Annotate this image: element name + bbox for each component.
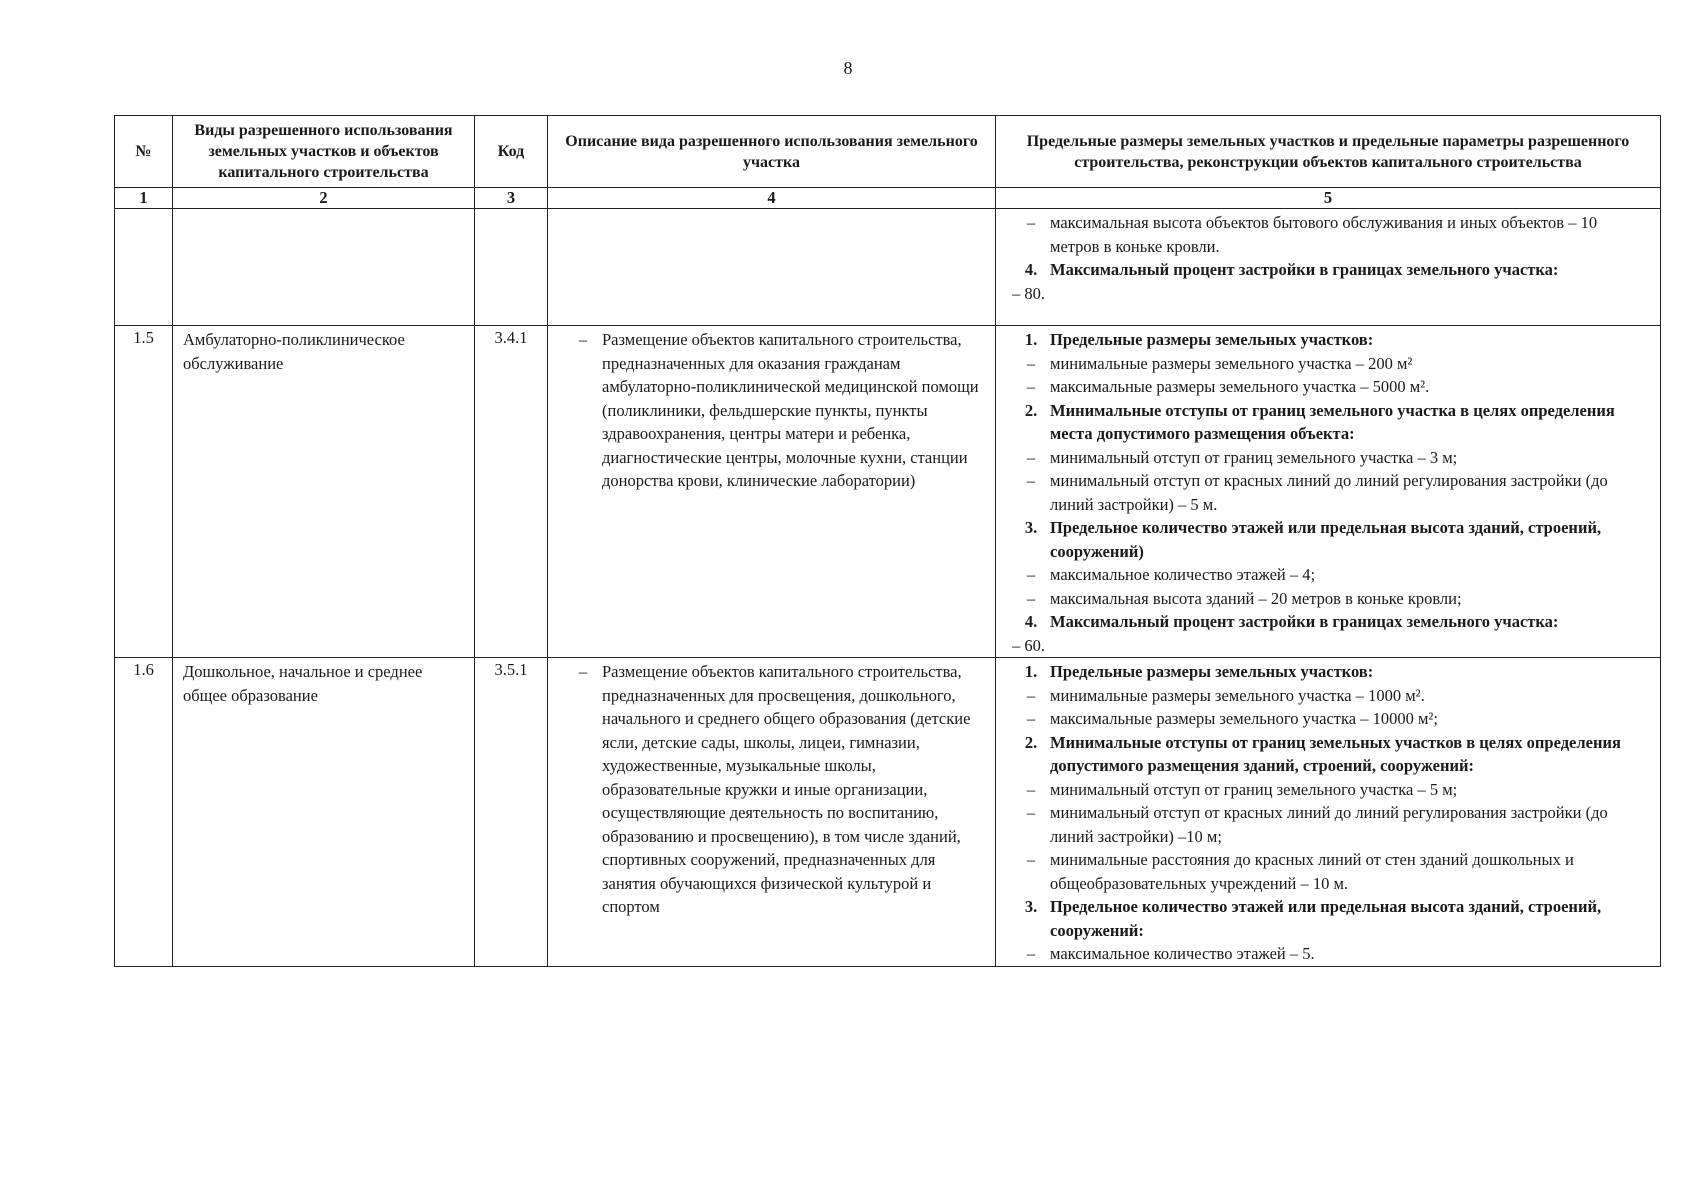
parameter-text: Предельное количество этажей или предельная высота зданий, строений, сооружений) [1050,518,1602,561]
parameter-heading [1012,328,1648,352]
header-number: № [115,116,173,188]
table-row [115,326,1661,658]
header-description: Описание вида разрешенного использования земельного участка [548,116,996,188]
parameter-text: – 60. [1012,635,1045,655]
parameter-marker: – [1026,377,1036,396]
parameter-item [1012,801,1648,848]
parameter-text: Предельные размеры земельных участков: [1050,330,1374,349]
parameter-text: Минимальные отступы от границ земельных участков в целях определения допустимого размещения зданий, строений, сооружений: [1050,732,1621,775]
table-row [115,209,1661,326]
parameter-marker: – [1026,353,1036,373]
parameter-text: минимальный отступ от красных линий до линий регулирования застройки (до линий застройки) –10 м; [1050,803,1608,846]
parameter-text: Максимальный процент застройки в границах земельного участка: [1050,612,1559,631]
parameter-item [1012,942,1648,966]
parameter-marker: – [1026,779,1036,799]
row-number [115,209,173,326]
row-parameters [996,326,1661,658]
parameter-text: минимальные размеры земельного участка – 200 м² [1050,353,1413,373]
parameter-item [1012,587,1648,611]
header-use-type: Виды разрешенного использования земельных участков и объектов капитального строительства [173,116,475,188]
parameter-marker: 1. [1024,662,1038,681]
parameter-marker: 2. [1024,400,1038,420]
parameter-heading [1012,660,1648,684]
row-use-type: Амбулаторно-поликлиническое обслуживание [173,326,475,658]
page-number: 8 [843,58,853,78]
parameter-heading [1012,516,1648,563]
parameter-text: минимальные размеры земельного участка – 1000 м². [1050,685,1425,705]
parameter-heading [1012,610,1648,634]
parameter-item [1012,282,1648,306]
parameter-text: максимальные размеры земельного участка – 10000 м²; [1050,709,1438,728]
parameter-text: – 80. [1012,283,1045,303]
row-use-type: Дошкольное, начальное и среднее общее образование [173,658,475,967]
parameter-heading [1012,258,1648,282]
parameter-marker: – [1026,565,1036,584]
dash-marker: – [578,662,588,681]
column-number: 1 [115,188,173,209]
column-number: 3 [475,188,548,209]
parameter-item [1012,848,1648,895]
dash-marker: – [578,330,588,349]
parameter-text: максимальная высота зданий – 20 метров в коньке кровли; [1050,588,1462,608]
row-use-type [173,209,475,326]
row-description [548,326,996,658]
column-number: 5 [996,188,1661,209]
parameter-text: максимальные размеры земельного участка – 5000 м². [1050,377,1430,396]
parameter-heading [1012,399,1648,446]
parameter-text: Предельное количество этажей или предельная высота зданий, строений, сооружений: [1050,897,1602,940]
parameter-text: максимальное количество этажей – 5. [1050,944,1315,963]
header-row [115,116,1661,188]
parameter-marker: 4. [1024,260,1038,279]
column-number: 2 [173,188,475,209]
parameter-marker: – [1026,685,1036,705]
parameter-marker: – [1026,213,1036,232]
parameter-text: минимальный отступ от красных линий до линий регулирования застройки (до линий застройки) – 5 м. [1050,471,1608,514]
parameter-text: минимальный отступ от границ земельного участка – 3 м; [1050,447,1458,467]
parameter-item [1012,634,1648,658]
parameter-item [1012,563,1648,587]
parameter-item [1012,211,1648,258]
row-code [475,209,548,326]
table-row [115,658,1661,967]
parameter-marker: – [1026,709,1036,728]
parameter-marker: 2. [1024,732,1038,752]
header-parameters: Предельные размеры земельных участков и предельные параметры разрешенного строительства, реконструкции объектов капитального строительства [996,116,1661,188]
parameter-heading [1012,895,1648,942]
parameter-text: Минимальные отступы от границ земельного участка в целях определения места допустимого размещения объекта: [1050,400,1615,443]
parameter-marker: 3. [1024,897,1038,916]
parameter-item [1012,446,1648,470]
parameter-text: максимальное количество этажей – 4; [1050,565,1316,584]
parameter-marker: – [1026,471,1036,490]
description-text: Размещение объектов капитального строительства, предназначенных для просвещения, дошкольного, начального и среднего общего образования (детские ясли, детские сады, школы, лицеи, гимназии, художественные, музыкальные школы, образовательные кружки и иные организации, осуществляющие деятельность по воспитанию, образованию и просвещению), в том числе зданий, спортивных сооружений, предназначенных для занятия обучающихся физической культурой и спортом [602,662,971,916]
parameter-marker: 1. [1024,330,1038,349]
row-parameters [996,658,1661,967]
zoning-table [114,115,1661,967]
parameter-text: Максимальный процент застройки в границах земельного участка: [1050,260,1559,279]
parameter-marker: – [1026,850,1036,869]
parameter-heading [1012,731,1648,778]
parameter-item [1012,778,1648,802]
row-number: 1.6 [115,658,173,967]
parameter-item [1012,707,1648,731]
parameter-text: минимальные расстояния до красных линий от стен зданий дошкольных и общеобразовательных учреждений – 10 м. [1050,850,1574,893]
parameter-marker: – [1026,944,1036,963]
parameter-text: максимальная высота объектов бытового обслуживания и иных объектов – 10 метров в коньке кровли. [1050,213,1598,256]
parameter-marker: – [1026,447,1036,467]
parameter-item [1012,375,1648,399]
row-description [548,658,996,967]
column-number: 4 [548,188,996,209]
row-code: 3.5.1 [475,658,548,967]
row-code: 3.4.1 [475,326,548,658]
parameter-marker: – [1026,588,1036,608]
parameter-text: минимальный отступ от границ земельного участка – 5 м; [1050,779,1458,799]
row-number: 1.5 [115,326,173,658]
header-code: Код [475,116,548,188]
column-number-row [115,188,1661,209]
parameter-marker: 4. [1024,612,1038,631]
row-parameters [996,209,1661,326]
parameter-text: Предельные размеры земельных участков: [1050,662,1374,681]
parameter-item [1012,352,1648,376]
parameter-marker: – [1026,803,1036,822]
parameter-item [1012,684,1648,708]
parameter-marker: 3. [1024,518,1038,537]
parameter-item [1012,469,1648,516]
description-text: Размещение объектов капитального строительства, предназначенных для оказания гражданам амбулаторно-поликлинической медицинской помощи (поликлиники, фельдшерские пункты, пункты здравоохранения, центры матери и ребенка, диагностические центры, молочные кухни, станции донорства крови, клинические лаборатории) [602,330,979,490]
row-description [548,209,996,326]
